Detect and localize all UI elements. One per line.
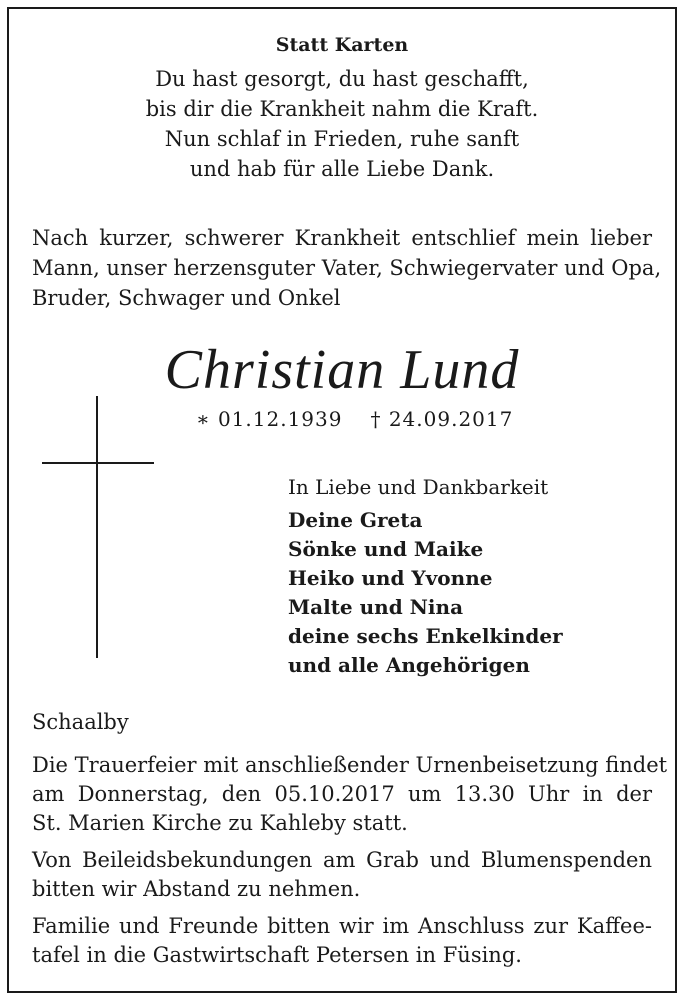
death-date: † 24.09.2017 xyxy=(370,407,514,431)
verse-line: bis dir die Krankheit nahm die Kraft. xyxy=(145,97,539,121)
mourner-name: Heiko und Yvonne xyxy=(288,566,493,590)
announcement-line: Nach kurzer, schwerer Krankheit entschlief mein lieber xyxy=(32,226,652,250)
death-announcement xyxy=(32,223,662,313)
announcement-line: Bruder, Schwager und Onkel xyxy=(32,286,341,310)
birth-date: ∗ 01.12.1939 xyxy=(196,407,343,431)
note-line: Familie und Freunde bitten wir im Anschluss zur Kaffee- xyxy=(32,914,652,938)
verse-line: Nun schlaf in Frieden, ruhe sanft xyxy=(164,127,520,151)
reception-paragraph xyxy=(32,912,652,970)
mourner-name: Deine Greta xyxy=(288,508,423,532)
announcement-line: Mann, unser herzensguter Vater, Schwiegervater und Opa, xyxy=(32,256,662,280)
mourner-name: Malte und Nina xyxy=(288,595,464,619)
mourner-list xyxy=(288,506,563,680)
cross-horizontal-bar xyxy=(42,462,154,464)
verse-line: und hab für alle Liebe Dank. xyxy=(189,157,495,181)
mourner-name: Sönke und Maike xyxy=(288,537,484,561)
note-line: St. Marien Kirche zu Kahleby statt. xyxy=(32,811,408,835)
condolences-paragraph xyxy=(32,846,652,904)
cross-vertical-bar xyxy=(96,396,98,658)
mourners-section xyxy=(288,472,563,680)
deceased-name: Christian Lund xyxy=(164,339,520,401)
place-name: Schaalby xyxy=(32,710,129,734)
note-line: Die Trauerfeier mit anschließender Urnenbeisetzung findet xyxy=(32,753,668,777)
verse xyxy=(0,64,684,184)
note-line: am Donnerstag, den 05.10.2017 um 13.30 Uhr in der xyxy=(32,782,652,806)
verse-line: Du hast gesorgt, du hast geschafft, xyxy=(155,67,529,91)
life-dates xyxy=(196,404,513,434)
funeral-service-paragraph xyxy=(32,751,668,838)
note-line: Von Beileidsbekundungen am Grab und Blumenspenden xyxy=(32,848,652,872)
note-line: tafel in die Gastwirtschaft Petersen in Füsing. xyxy=(32,943,522,967)
funeral-notes xyxy=(32,751,668,978)
notice-heading: Statt Karten xyxy=(275,34,409,56)
mourner-name: deine sechs Enkelkinder xyxy=(288,624,563,648)
mourner-name: und alle Angehörigen xyxy=(288,653,530,677)
mourners-intro: In Liebe und Dankbarkeit xyxy=(288,475,549,499)
note-line: bitten wir Abstand zu nehmen. xyxy=(32,877,361,901)
intro-section xyxy=(0,30,684,184)
